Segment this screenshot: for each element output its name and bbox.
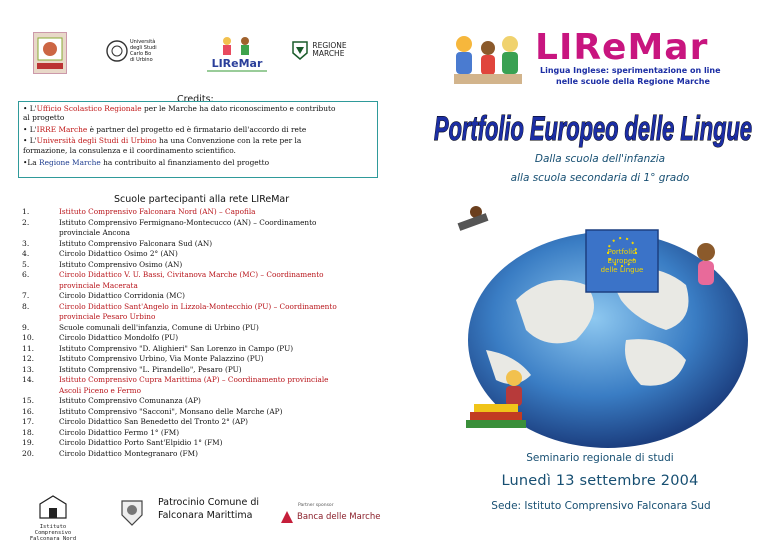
school-number: 9.: [22, 322, 30, 332]
school-number: 16.: [22, 406, 35, 416]
school-name: Circolo Didattico Mondolfo (PU): [59, 333, 179, 342]
school-number: 15.: [22, 396, 35, 405]
school-building-icon: [36, 492, 70, 520]
credit-line: formazione, la consulenza e il coordinamento scientifico.: [23, 146, 236, 155]
school-name: Circolo Didattico Sant'Angelo in Lizzola-Montecchio (PU) – Coordinamento: [59, 301, 337, 311]
children-reading-icon: [446, 30, 530, 94]
credits-box: [18, 101, 378, 178]
school-name: Circolo Didattico Fermo 1° (FM): [59, 427, 180, 437]
badge-line: delle Lingue: [600, 266, 644, 274]
school-name: provinciale Ancona: [59, 228, 130, 237]
credit-line: • L'IRRE Marche è partner del progetto ed è firmatario dell'accordo di rete: [23, 125, 307, 134]
liremar-children-graphic: [446, 30, 530, 94]
school-number: 6.: [22, 270, 30, 279]
school-name: Istituto Comprensivo Cupra Marittima (AP) – Coordinamento provinciale: [59, 375, 329, 384]
school-name: Istituto Comprensivo Comunanza (AP): [59, 396, 201, 405]
university-logo: [106, 33, 166, 69]
school-name: Istituto Comprensivo Osimo (AN): [59, 259, 183, 269]
school-name: Istituto Comprensivo Fermignano-Montecucco (AN) – Coordinamento: [59, 217, 317, 227]
school-name: Istituto Comprensivo "L. Pirandello", Pesaro (PU): [59, 364, 242, 374]
bank-name: Banca delle Marche: [297, 512, 381, 522]
seminar-venue: Sede: Istituto Comprensivo Falconara Sud: [491, 500, 711, 512]
liremar-small-text: LIReMar: [211, 56, 263, 70]
regione-name: REGIONE MARCHE: [312, 41, 347, 58]
school-number: 11.: [22, 343, 35, 353]
portfolio-title-text: Portfolio Europeo delle Lingue: [434, 110, 752, 148]
credit-line: al progetto: [23, 113, 65, 122]
university-name: Università degli Studi Carlo Bo di Urbino: [130, 39, 157, 63]
irre-emblem-icon: [35, 34, 65, 72]
portfolio-title: [432, 106, 754, 150]
school-name: Circolo Didattico V. U. Bassi, Civitanova Marche (MC) – Coordinamento: [59, 270, 324, 279]
portfolio-badge: [586, 248, 658, 275]
credit-line: • L'Università degli Studi di Urbino ha una Convenzione con la rete per la: [23, 136, 302, 145]
school-name: Circolo Didattico Porto Sant'Elpidio 1° (FM): [59, 438, 223, 447]
school-name: Istituto Comprensivo Falconara Sud (AN): [59, 238, 213, 248]
seminar-date: Lunedì 13 settembre 2004: [501, 473, 699, 489]
credit-line: •La Regione Marche ha contribuito al finanziamento del progetto: [23, 158, 270, 167]
school-number: 4.: [22, 249, 30, 258]
school-name: Scuole comunali dell'infanzia, Comune di Urbino (PU): [59, 322, 259, 332]
seminar-label: Seminario regionale di studi: [526, 452, 674, 464]
liremar-small-logo: [204, 32, 270, 74]
bank-logo: [280, 510, 380, 524]
school-number: 18.: [22, 427, 35, 437]
badge-line: Europeo: [607, 257, 637, 265]
school-name: provinciale Pesaro Urbino: [59, 312, 156, 321]
school-name: Istituto Comprensivo Urbino, Via Monte Palazzino (PU): [59, 354, 264, 363]
coat-of-arms-icon: [120, 497, 144, 527]
school-name: Circolo Didattico Corridonia (MC): [59, 291, 185, 300]
school-logo-line: Falconara Nord: [29, 536, 77, 542]
school-name: Circolo Didattico Osimo 2° (AN): [59, 249, 178, 258]
school-number: 13.: [22, 364, 35, 374]
school-number: 14.: [22, 375, 35, 384]
school-number: 10.: [22, 333, 35, 342]
credit-line: • L'Ufficio Scolastico Regionale per le Marche ha dato riconoscimento e contributo: [23, 104, 336, 113]
school-number: 12.: [22, 354, 35, 363]
subtitle-line: Dalla scuola dell'infanzia: [534, 153, 666, 165]
badge-line: Portfolio: [607, 248, 637, 256]
school-logo: [20, 492, 86, 542]
school-number: 8.: [22, 301, 30, 311]
subtitle-line: alla scuola secondaria di 1° grado: [510, 172, 690, 184]
school-number: 19.: [22, 438, 35, 447]
globe-illustration: [436, 190, 766, 452]
school-name: Ascoli Piceno e Fermo: [59, 385, 141, 395]
school-name: Circolo Didattico San Benedetto del Tronto 2° (AP): [59, 417, 248, 426]
school-name: Istituto Comprensivo "Sacconi", Monsano delle Marche (AP): [59, 406, 283, 416]
school-name: Istituto Comprensivo Falconara Nord (AN) – Capofila: [59, 207, 256, 216]
university-seal-icon: [106, 36, 128, 66]
liremar-tagline-1: Lingua Inglese: sperimentazione on line: [540, 66, 721, 75]
patrocinio-line: Falconara Marittima: [158, 510, 253, 521]
regione-logo: [288, 37, 350, 63]
globe-icon: [436, 190, 766, 452]
school-number: 20.: [22, 448, 35, 458]
regione-emblem-icon: [291, 39, 309, 61]
irre-logo: [33, 32, 67, 74]
school-name: provinciale Macerata: [59, 280, 138, 290]
school-number: 2.: [22, 217, 30, 227]
school-number: 5.: [22, 259, 30, 269]
school-number: 3.: [22, 238, 30, 248]
children-icon: [217, 35, 257, 57]
schools-title: Scuole partecipanti alla rete LIReMar: [114, 194, 290, 205]
patrocinio-line: Patrocinio Comune di: [158, 497, 259, 508]
bank-icon: [280, 510, 294, 524]
comune-emblem: [120, 497, 144, 527]
school-logo-line: Istituto Comprensivo: [34, 524, 72, 536]
liremar-main-title: LIReMar: [535, 27, 709, 68]
sponsor-label: Partner sponsor: [298, 503, 334, 508]
liremar-tagline-2: nelle scuole della Regione Marche: [556, 77, 710, 86]
school-number: 7.: [22, 291, 30, 300]
school-name: Istituto Comprensivo "D. Alighieri" San Lorenzo in Campo (PU): [59, 343, 294, 353]
school-number: 17.: [22, 417, 35, 426]
school-name: Circolo Didattico Montegranaro (FM): [59, 448, 198, 458]
credits-title: Credits:: [177, 94, 214, 105]
school-number: 1.: [22, 207, 30, 216]
